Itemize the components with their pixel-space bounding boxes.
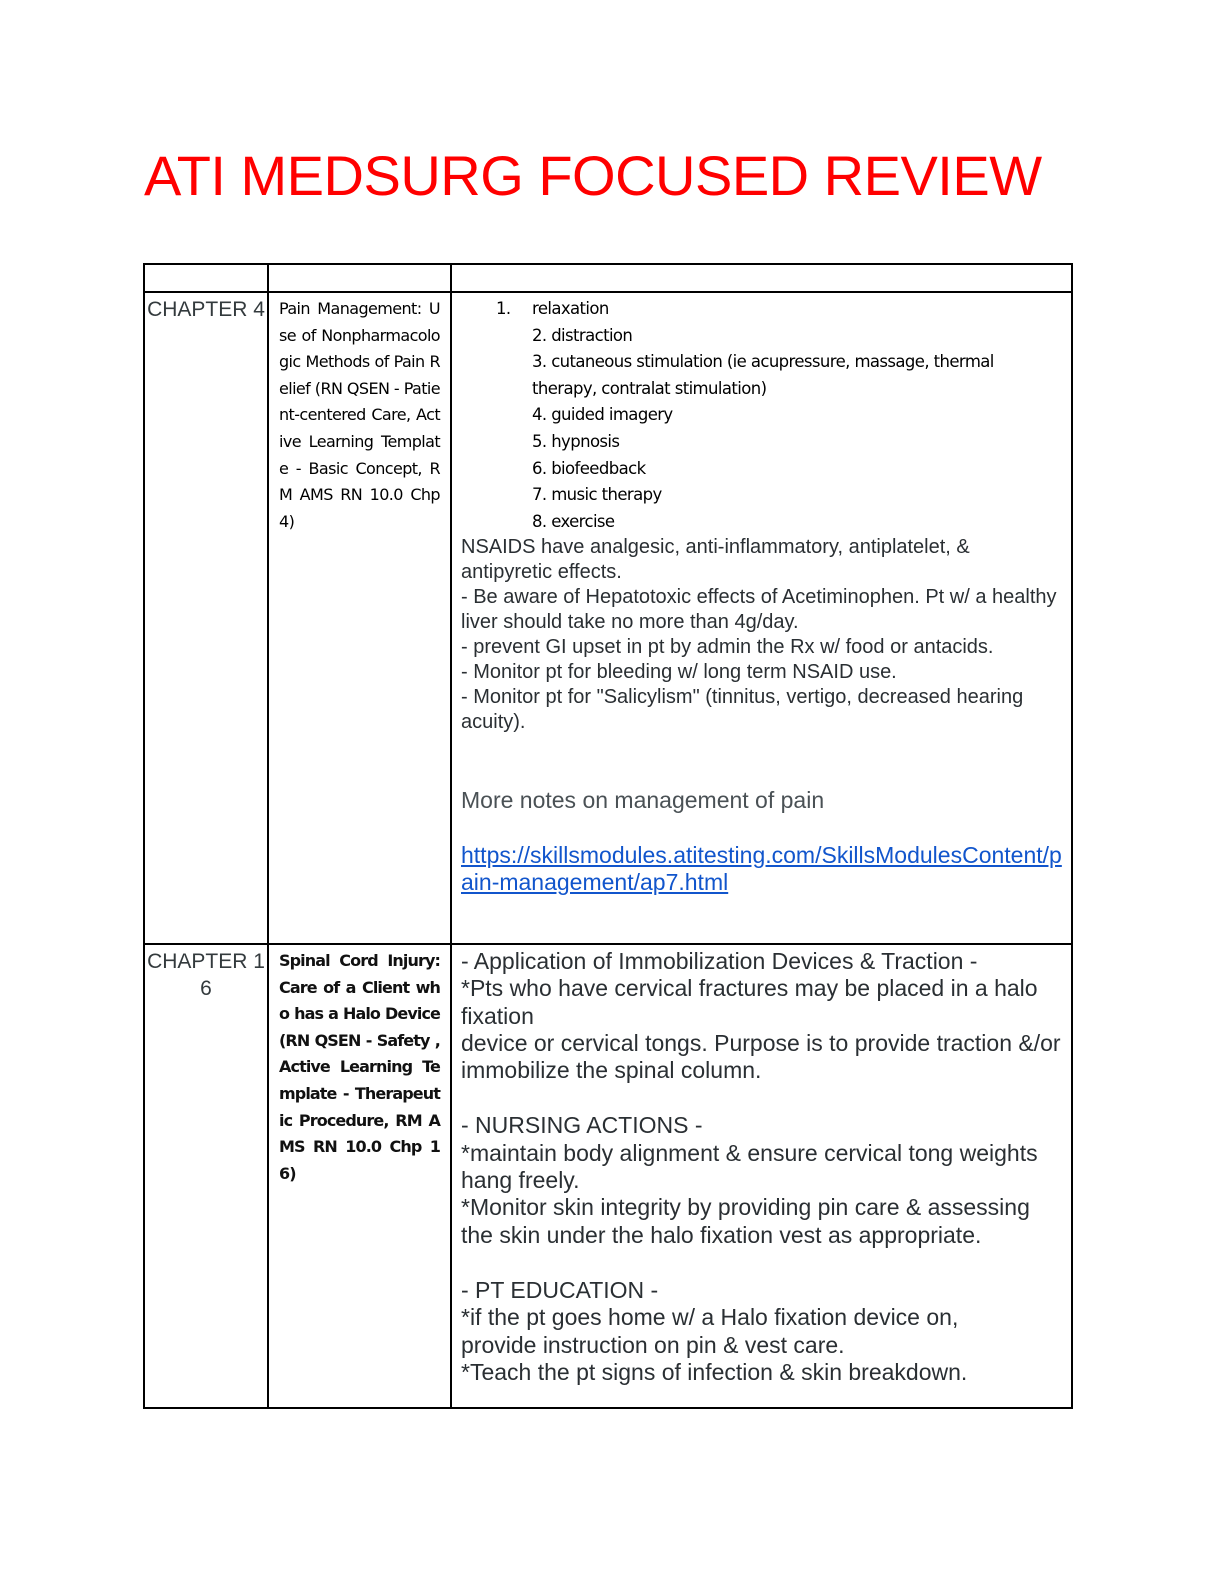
list-item: 8. exercise [532,511,615,531]
topic-cell [268,292,451,944]
chapter-label: CHAPTER 16 [147,950,265,1000]
table-row-chapter-4 [144,292,1072,944]
header-cell [268,264,451,292]
section-heading-pt-education: - PT EDUCATION - [461,1276,659,1303]
note-line: device or cervical tongs. Purpose is to provide traction &/or [461,1029,1061,1056]
salicylism-note: - Monitor pt for "Salicylism" (tinnitus, vertigo, decreased hearing acuity). [461,686,1024,734]
list-item: 3. cutaneous stimulation (ie acupressure, massage, thermal therapy, contralat stimulation) [532,352,994,398]
table-header-row [144,264,1072,292]
pain-management-link[interactable]: https://skillsmodules.atitesting.com/SkillsModulesContent/pain-management/ap7.html [461,841,1062,895]
list-item: 5. hypnosis [532,431,620,451]
header-cell [451,264,1072,292]
section-heading-immobilization: - Application of Immobilization Devices & Traction - [461,948,978,974]
list-item: 6. biofeedback [532,458,646,478]
chapter-label: CHAPTER 4 [147,298,265,321]
note-line: *maintain body alignment & ensure cervical tong weights hang freely. [461,1139,1038,1194]
note-line: *Pts who have cervical fractures may be placed in a halo fixation [461,975,1038,1029]
list-item: 7. music therapy [532,485,662,505]
gi-upset-note: - prevent GI upset in pt by admin the Rx w/ food or antacids. [461,636,994,659]
list-item: 4. guided imagery [532,405,673,425]
bleeding-note: - Monitor pt for bleeding w/ long term NSAID use. [461,661,897,684]
acetaminophen-note: - Be aware of Hepatotoxic effects of Acetiminophen. Pt w/ a healthy liver should take no more than 4g/day. [461,586,1057,634]
notes-cell [451,944,1072,1408]
note-line: *if the pt goes home w/ a Halo fixation device on, [461,1304,959,1331]
chapter-cell [144,944,268,1408]
document-title: ATI MEDSURG FOCUSED REVIEW [144,144,1042,207]
topic-cell [268,944,451,1408]
section-heading-nursing-actions: - NURSING ACTIONS - [461,1112,703,1139]
more-notes-label: More notes on management of pain [461,787,825,814]
chapter-cell [144,292,268,944]
review-table [143,263,1073,1409]
topic-text: Pain Management: Use of Nonpharmacologic Methods of Pain Relief (RN QSEN - Patient-centered Care, Active Learning Template - Basic Concept, RM AMS RN 10.0 Chp 4) [279,299,440,531]
notes-cell [451,292,1072,944]
note-line: *Teach the pt signs of infection & skin breakdown. [461,1358,968,1385]
nsaid-note: NSAIDS have analgesic, anti-inflammatory, antiplatelet, & antipyretic effects. [461,536,970,584]
note-line: *Monitor skin integrity by providing pin care & assessing the skin under the halo fixation vest as appropriate. [461,1194,1030,1248]
header-cell [144,264,268,292]
list-item: 2. distraction [532,325,633,345]
list-item: 1. relaxation [496,299,609,318]
table-row-chapter-16 [144,944,1072,1408]
topic-text: Spinal Cord Injury: Care of a Client who has a Halo Device (RN QSEN - Safety , Active Learning Template - Therapeutic Procedure, RM AMS RN 10.0 Chp 16) [279,951,440,1183]
note-line: immobilize the spinal column. [461,1057,762,1084]
nonpharm-methods-list [461,296,1063,535]
note-line: provide instruction on pin & vest care. [461,1331,845,1358]
